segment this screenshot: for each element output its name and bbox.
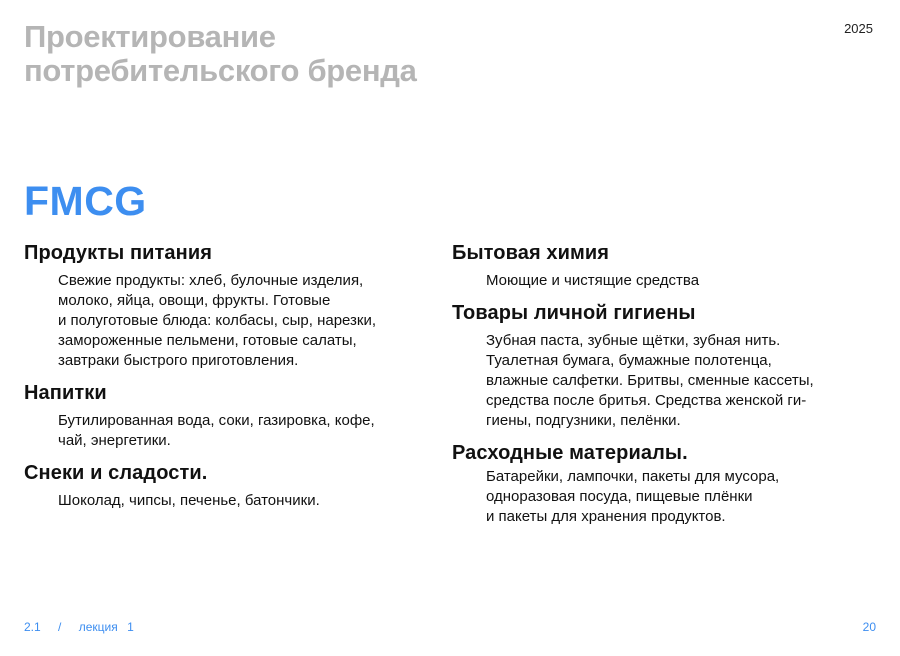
lecture-number: 1 [127,620,134,634]
category-title: Продукты питания [24,242,212,264]
category-description: Шоколад, чипсы, печенье, батончики. [58,492,320,509]
category-title: Напитки [24,382,107,404]
category-title: Товары личной гигиены [452,302,696,324]
left-column [24,241,434,521]
category-description: Батарейки, лампочки, пакеты для мусора, одноразовая посуда, пищевые плёнки и пакеты для хранения продуктов. [486,468,780,525]
category-block [24,381,434,451]
category-block [452,301,872,431]
page-title-line-1: Проектирование [24,19,276,54]
page-title [24,20,624,88]
category-title: Бытовая химия [452,242,610,264]
category-block [452,241,872,291]
year-label: 2025 [844,21,873,36]
category-description: Моющие и чистящие средства [486,272,700,289]
section-number: 2.1 [24,620,41,634]
category-description: Бутилированная вода, соки, газировка, кофе, чай, энергетики. [58,412,375,449]
category-title: Снеки и сладости. [24,462,208,484]
footer-breadcrumb [24,620,148,634]
right-column [452,241,872,537]
category-description: Зубная паста, зубные щётки, зубная нить. Туалетная бумага, бумажные полотенца, влажные салфетки. Бритвы, сменные кассеты, средства после бритья. Средства женской ги- гиены, подгузники, пелёнки. [486,332,814,429]
page-title-line-2: потребительского бренда [24,53,417,88]
category-description: Свежие продукты: хлеб, булочные изделия, молоко, яйца, овощи, фрукты. Готовые и полуготовые блюда: колбасы, сыр, нарезки, замороженные пельмени, готовые салаты, завтраки быстрого приготовления. [58,272,377,369]
category-title: Расходные материалы. [452,442,688,464]
page-number: 20 [862,620,876,634]
category-block [24,241,434,371]
category-block [452,441,872,527]
section-title: FMCG [24,178,147,224]
category-block [24,461,434,511]
breadcrumb-separator: / [58,620,62,634]
lecture-label: лекция [78,620,118,634]
